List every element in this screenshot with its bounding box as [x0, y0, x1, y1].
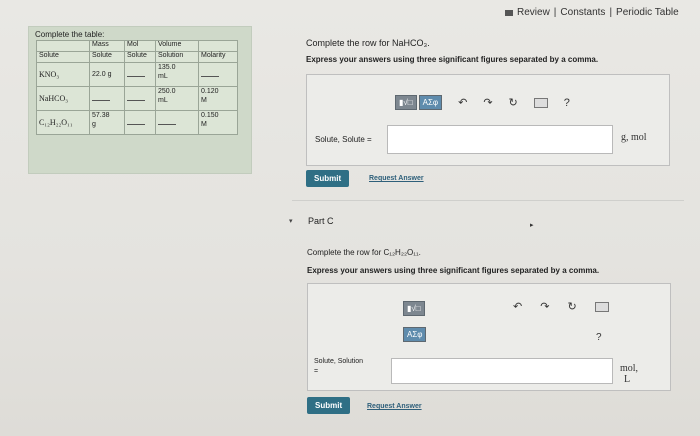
blank-cell — [127, 70, 145, 77]
redo-icon[interactable]: ↷ — [483, 97, 493, 109]
partB-instruction: Express your answers using three significant figures separated by a comma. — [306, 55, 599, 64]
templates-button[interactable]: ▮√□ — [395, 95, 417, 110]
row-molarity — [199, 63, 238, 87]
header-solution: Solution — [156, 52, 199, 63]
constants-link[interactable]: Constants — [560, 7, 606, 18]
table-title: Complete the table: — [35, 30, 105, 39]
undo-icon[interactable]: ↶ — [513, 301, 523, 313]
blank-cell — [127, 94, 145, 101]
collapse-chevron-icon[interactable]: ▾ — [289, 218, 293, 225]
data-table — [36, 40, 238, 135]
top-links — [505, 7, 679, 18]
reset-icon[interactable]: ↻ — [508, 97, 518, 109]
header-mol: Mol — [125, 41, 156, 52]
partC-header[interactable]: Part C — [308, 216, 334, 226]
table-panel — [28, 26, 252, 174]
partB-answer-area — [306, 74, 670, 166]
partB-answer-label: Solute, Solute = — [315, 135, 372, 144]
reset-icon[interactable]: ↻ — [567, 301, 577, 313]
row-solute: NaHCO₃ — [37, 87, 90, 111]
row-solute: C₁₂H₂₂O₁₁ — [37, 111, 90, 135]
header-solute-3: Solute — [125, 52, 156, 63]
partC-units-1: mol, — [620, 363, 639, 374]
greek-button[interactable]: ΑΣφ — [419, 95, 442, 110]
review-link[interactable]: Review — [517, 7, 550, 18]
row-volume: 135.0 mL — [156, 63, 199, 87]
help-icon[interactable]: ? — [596, 332, 602, 343]
header-empty-2 — [199, 41, 238, 52]
header-volume: Volume — [156, 41, 199, 52]
partC-answer-area — [307, 283, 671, 391]
header-mass: Mass — [90, 41, 125, 52]
partC-prompt: Complete the row for C₁₂H₂₂O₁₁. — [307, 248, 421, 257]
blank-cell — [127, 118, 145, 125]
keyboard-icon[interactable] — [595, 302, 609, 312]
row-solute: KNO₃ — [37, 63, 90, 87]
partC-instruction: Express your answers using three significant figures separated by a comma. — [307, 266, 600, 275]
row-volume — [156, 111, 199, 135]
blank-cell — [201, 70, 219, 77]
partC-toolbar — [513, 300, 609, 313]
partB-answer-input[interactable] — [387, 125, 613, 154]
templates-button[interactable]: ▮√□ — [403, 301, 425, 316]
keyboard-icon[interactable] — [534, 98, 548, 108]
row-mass: 22.0 g — [90, 63, 125, 87]
separator: | — [609, 7, 613, 18]
row-molarity: 0.150 M — [199, 111, 238, 135]
separator: | — [553, 7, 557, 18]
undo-icon[interactable]: ↶ — [458, 97, 468, 109]
blank-cell — [92, 94, 110, 101]
row-mol — [125, 111, 156, 135]
divider — [292, 200, 684, 201]
cursor-icon: ▸ — [530, 222, 534, 229]
review-icon — [505, 10, 513, 16]
row-mol — [125, 63, 156, 87]
partC-submit-button[interactable]: Submit — [307, 397, 350, 414]
header-solute-2: Solute — [90, 52, 125, 63]
periodic-table-link[interactable]: Periodic Table — [616, 7, 679, 18]
header-molarity: Molarity — [199, 52, 238, 63]
partC-answer-input[interactable] — [391, 358, 613, 384]
partC-answer-equals: = — [314, 368, 319, 375]
row-mass: 57.38 g — [90, 111, 125, 135]
redo-icon[interactable]: ↷ — [540, 301, 550, 313]
help-icon[interactable]: ? — [563, 96, 570, 109]
template-group — [395, 95, 442, 110]
partB-submit-button[interactable]: Submit — [306, 170, 349, 187]
partC-templates-button[interactable] — [403, 298, 425, 316]
partB-toolbar — [395, 95, 570, 110]
row-mass — [90, 87, 125, 111]
partB-request-answer-link[interactable]: Request Answer — [369, 175, 424, 182]
partC-greek-button[interactable] — [403, 324, 426, 342]
header-empty — [37, 41, 90, 52]
greek-button[interactable]: ΑΣφ — [403, 327, 426, 342]
partC-answer-label: Solute, Solution — [314, 358, 364, 365]
partB-prompt: Complete the row for NaHCO₃. — [306, 38, 430, 48]
header-solute: Solute — [37, 52, 90, 63]
blank-cell — [158, 118, 176, 125]
row-volume: 250.0 mL — [156, 87, 199, 111]
partC-request-answer-link[interactable]: Request Answer — [367, 403, 422, 410]
partC-units-2: L — [624, 374, 631, 385]
partB-units: g, mol — [621, 132, 647, 143]
row-molarity: 0.120 M — [199, 87, 238, 111]
row-mol — [125, 87, 156, 111]
